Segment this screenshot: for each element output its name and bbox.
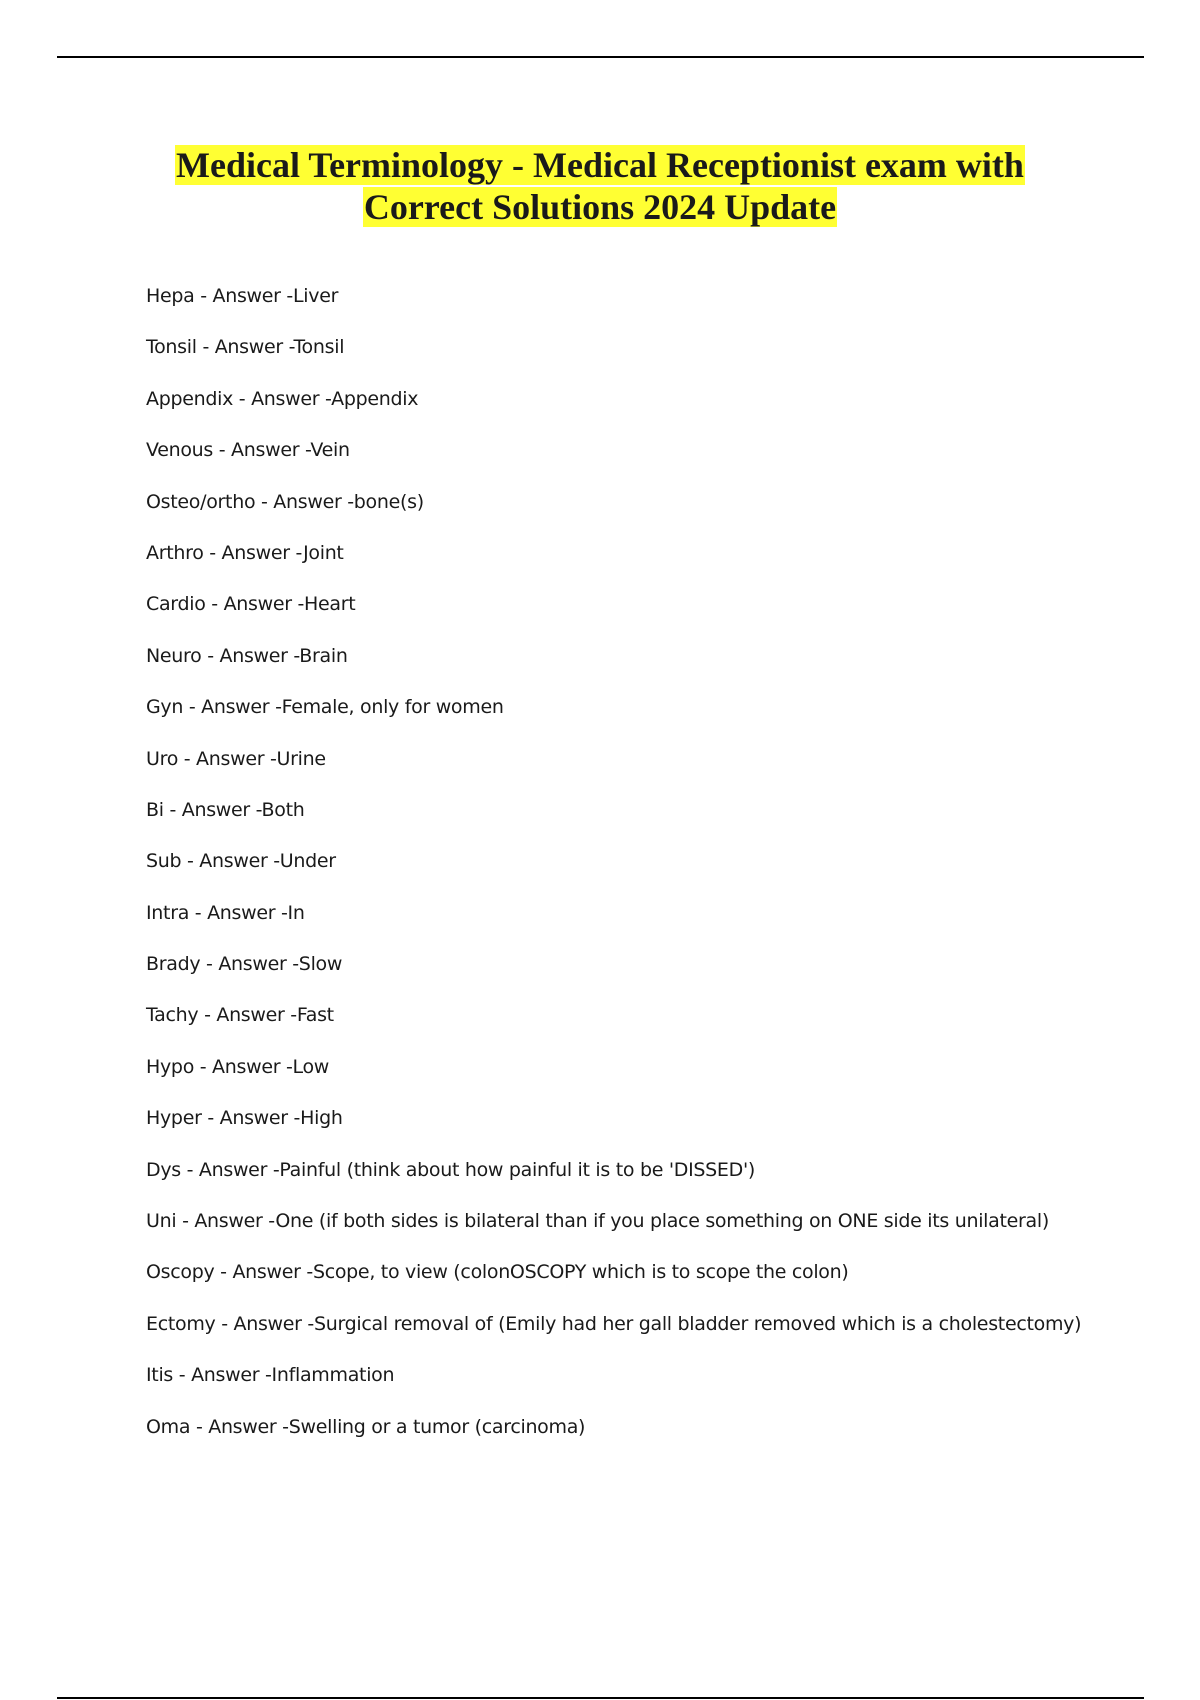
- list-item: Neuro - Answer -Brain: [146, 644, 348, 667]
- list-item: Intra - Answer -In: [146, 901, 305, 924]
- document-title: [100, 144, 1100, 228]
- list-item: Ectomy - Answer -Surgical removal of (Emily had her gall bladder removed which is a cholestectomy): [146, 1312, 1082, 1335]
- list-item: Venous - Answer -Vein: [146, 439, 350, 462]
- list-item: Oscopy - Answer -Scope, to view (colonOSCOPY which is to scope the colon): [146, 1261, 849, 1284]
- list-item: Appendix - Answer -Appendix: [146, 387, 419, 410]
- list-item: Hypo - Answer -Low: [146, 1055, 330, 1078]
- list-item: Tachy - Answer -Fast: [146, 1004, 334, 1027]
- list-item: Uni - Answer -One (if both sides is bilateral than if you place something on ONE side its unilateral): [146, 1210, 1049, 1233]
- list-item: Cardio - Answer -Heart: [146, 593, 356, 616]
- list-item: Hepa - Answer -Liver: [146, 285, 339, 307]
- title-line-1: Medical Terminology - Medical Receptionist exam with: [176, 145, 1024, 185]
- top-rule: [57, 56, 1144, 58]
- list-item: Hyper - Answer -High: [146, 1107, 343, 1130]
- qa-list: [146, 282, 1106, 1464]
- list-item: Arthro - Answer -Joint: [146, 541, 344, 564]
- list-item: Itis - Answer -Inflammation: [146, 1364, 395, 1387]
- bottom-rule: [57, 1697, 1144, 1699]
- list-item: Osteo/ortho - Answer -bone(s): [146, 490, 424, 513]
- list-item: Tonsil - Answer -Tonsil: [146, 336, 345, 359]
- list-item: Brady - Answer -Slow: [146, 953, 343, 976]
- list-item: Dys - Answer -Painful (think about how painful it is to be 'DISSED'): [146, 1158, 755, 1181]
- list-item: Sub - Answer -Under: [146, 850, 336, 873]
- list-item: Gyn - Answer -Female, only for women: [146, 696, 504, 719]
- list-item: Bi - Answer -Both: [146, 798, 305, 821]
- title-line-2: Correct Solutions 2024 Update: [363, 187, 837, 227]
- list-item: Uro - Answer -Urine: [146, 747, 326, 770]
- list-item: Oma - Answer -Swelling or a tumor (carcinoma): [146, 1415, 586, 1438]
